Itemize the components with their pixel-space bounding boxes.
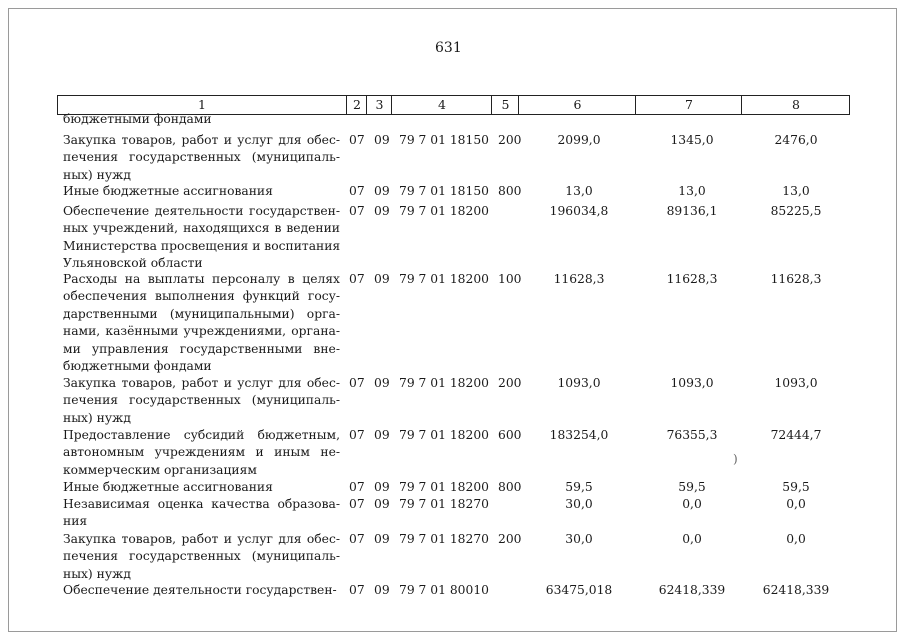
section-code: 07 bbox=[349, 376, 365, 390]
amount-col-8: 2476,0 bbox=[774, 133, 818, 147]
target-article-code: 79 7 01 18200 bbox=[399, 428, 489, 442]
expense-type-code: 200 bbox=[498, 376, 522, 390]
amount-col-7: 11628,3 bbox=[666, 272, 718, 286]
section-code: 07 bbox=[349, 133, 365, 147]
amount-col-8: 11628,3 bbox=[770, 272, 822, 286]
target-article-code: 79 7 01 18270 bbox=[399, 532, 489, 546]
description-line: бюджетными фондами bbox=[63, 112, 212, 126]
description-line: обеспечения выполнения функций госу- bbox=[63, 289, 340, 304]
subsection-code: 09 bbox=[374, 204, 390, 218]
target-article-code: 79 7 01 18200 bbox=[399, 272, 489, 286]
expense-type-code: 100 bbox=[498, 272, 522, 286]
header-col-3: 3 bbox=[366, 96, 392, 114]
description-line: Обеспечение деятельности государствен- bbox=[63, 583, 337, 597]
subsection-code: 09 bbox=[374, 184, 390, 198]
amount-col-7: 1093,0 bbox=[670, 376, 714, 390]
amount-col-7: 76355,3 bbox=[666, 428, 718, 442]
subsection-code: 09 bbox=[374, 376, 390, 390]
subsection-code: 09 bbox=[374, 532, 390, 546]
amount-col-7: 1345,0 bbox=[670, 133, 714, 147]
amount-col-7: 13,0 bbox=[678, 184, 706, 198]
expense-type-code: 200 bbox=[498, 532, 522, 546]
header-col-8: 8 bbox=[741, 96, 850, 114]
target-article-code: 79 7 01 18200 bbox=[399, 480, 489, 494]
amount-col-6: 11628,3 bbox=[553, 272, 605, 286]
row-description bbox=[63, 271, 340, 375]
amount-col-6: 30,0 bbox=[565, 532, 593, 546]
description-line: Предоставление субсидий бюджетным, bbox=[63, 428, 340, 442]
row-description bbox=[63, 427, 340, 479]
description-line: бюджетными фондами bbox=[63, 359, 212, 374]
target-article-code: 79 7 01 18270 bbox=[399, 497, 489, 511]
section-code: 07 bbox=[349, 583, 365, 597]
section-code: 07 bbox=[349, 428, 365, 442]
amount-col-7: 0,0 bbox=[682, 497, 702, 511]
amount-col-6: 59,5 bbox=[565, 480, 593, 494]
description-line: Иные бюджетные ассигнования bbox=[63, 480, 273, 494]
description-line: ных) нужд bbox=[63, 410, 131, 425]
amount-col-8: 0,0 bbox=[786, 532, 806, 546]
amount-col-6: 63475,018 bbox=[545, 583, 613, 597]
target-article-code: 79 7 01 18150 bbox=[399, 184, 489, 198]
section-code: 07 bbox=[349, 184, 365, 198]
description-line: ных) нужд bbox=[63, 566, 131, 581]
expense-type-code: 200 bbox=[498, 133, 522, 147]
header-col-1: 1 bbox=[198, 97, 206, 112]
description-line: ми управления государственными вне- bbox=[63, 341, 340, 356]
pen-mark: ) bbox=[733, 452, 738, 466]
description-line: Закупка товаров, работ и услуг для обес- bbox=[63, 133, 340, 147]
amount-col-8: 62418,339 bbox=[762, 583, 830, 597]
amount-col-8: 1093,0 bbox=[774, 376, 818, 390]
section-code: 07 bbox=[349, 204, 365, 218]
header-col-7: 7 bbox=[635, 96, 742, 114]
amount-col-6: 2099,0 bbox=[557, 133, 601, 147]
amount-col-8: 0,0 bbox=[786, 497, 806, 511]
subsection-code: 09 bbox=[374, 428, 390, 442]
row-description bbox=[63, 582, 340, 599]
page-number: 631 bbox=[435, 40, 462, 56]
description-line: печения государственных (муниципаль- bbox=[63, 393, 340, 408]
section-code: 07 bbox=[349, 272, 365, 286]
amount-col-7: 0,0 bbox=[682, 532, 702, 546]
row-description bbox=[63, 132, 340, 184]
section-code: 07 bbox=[349, 532, 365, 546]
amount-col-8: 72444,7 bbox=[770, 428, 822, 442]
description-line: ния bbox=[63, 514, 88, 529]
description-line: автономным учреждениям и иным не- bbox=[63, 445, 340, 460]
row-description bbox=[63, 531, 340, 583]
section-code: 07 bbox=[349, 497, 365, 511]
subsection-code: 09 bbox=[374, 133, 390, 147]
subsection-code: 09 bbox=[374, 272, 390, 286]
amount-col-8: 59,5 bbox=[782, 480, 810, 494]
description-line: печения государственных (муниципаль- bbox=[63, 150, 340, 165]
expense-type-code: 800 bbox=[498, 184, 522, 198]
description-line: коммерческим организациям bbox=[63, 462, 257, 477]
amount-col-6: 1093,0 bbox=[557, 376, 601, 390]
description-line: Независимая оценка качества образова- bbox=[63, 497, 340, 511]
description-line: печения государственных (муниципаль- bbox=[63, 549, 340, 564]
row-description bbox=[63, 203, 340, 273]
description-line: Расходы на выплаты персоналу в целях bbox=[63, 272, 340, 286]
subsection-code: 09 bbox=[374, 497, 390, 511]
description-line: Обеспечение деятельности государствен- bbox=[63, 204, 340, 218]
section-code: 07 bbox=[349, 480, 365, 494]
row-description bbox=[63, 496, 340, 531]
amount-col-6: 13,0 bbox=[565, 184, 593, 198]
amount-col-7: 89136,1 bbox=[666, 204, 718, 218]
amount-col-6: 183254,0 bbox=[549, 428, 609, 442]
description-line: нами, казёнными учреждениями, органа- bbox=[63, 324, 340, 339]
description-line: Министерства просвещения и воспитания bbox=[63, 238, 341, 253]
header-col-6: 6 bbox=[518, 96, 636, 114]
amount-col-8: 13,0 bbox=[782, 184, 810, 198]
description-line: Закупка товаров, работ и услуг для обес- bbox=[63, 376, 340, 390]
description-line: Ульяновской области bbox=[63, 256, 203, 271]
expense-type-code: 800 bbox=[498, 480, 522, 494]
subsection-code: 09 bbox=[374, 583, 390, 597]
amount-col-7: 62418,339 bbox=[658, 583, 726, 597]
target-article-code: 79 7 01 18200 bbox=[399, 204, 489, 218]
header-col-2: 2 bbox=[346, 96, 367, 114]
target-article-code: 79 7 01 18150 bbox=[399, 133, 489, 147]
row-description bbox=[63, 375, 340, 427]
target-article-code: 79 7 01 80010 bbox=[399, 583, 489, 597]
description-line: ных) нужд bbox=[63, 167, 131, 182]
header-col-4: 4 bbox=[391, 96, 492, 114]
amount-col-6: 196034,8 bbox=[549, 204, 609, 218]
subsection-code: 09 bbox=[374, 480, 390, 494]
description-line: ных учреждений, находящихся в ведении bbox=[63, 221, 340, 236]
row-description bbox=[63, 111, 340, 128]
description-line: Закупка товаров, работ и услуг для обес- bbox=[63, 532, 340, 546]
amount-col-8: 85225,5 bbox=[770, 204, 822, 218]
expense-type-code: 600 bbox=[498, 428, 522, 442]
amount-col-7: 59,5 bbox=[678, 480, 706, 494]
row-description bbox=[63, 479, 340, 496]
description-line: Иные бюджетные ассигнования bbox=[63, 184, 273, 198]
amount-col-6: 30,0 bbox=[565, 497, 593, 511]
description-line: дарственными (муниципальными) орга- bbox=[63, 306, 340, 321]
row-description bbox=[63, 183, 340, 200]
header-col-5: 5 bbox=[491, 96, 519, 114]
target-article-code: 79 7 01 18200 bbox=[399, 376, 489, 390]
